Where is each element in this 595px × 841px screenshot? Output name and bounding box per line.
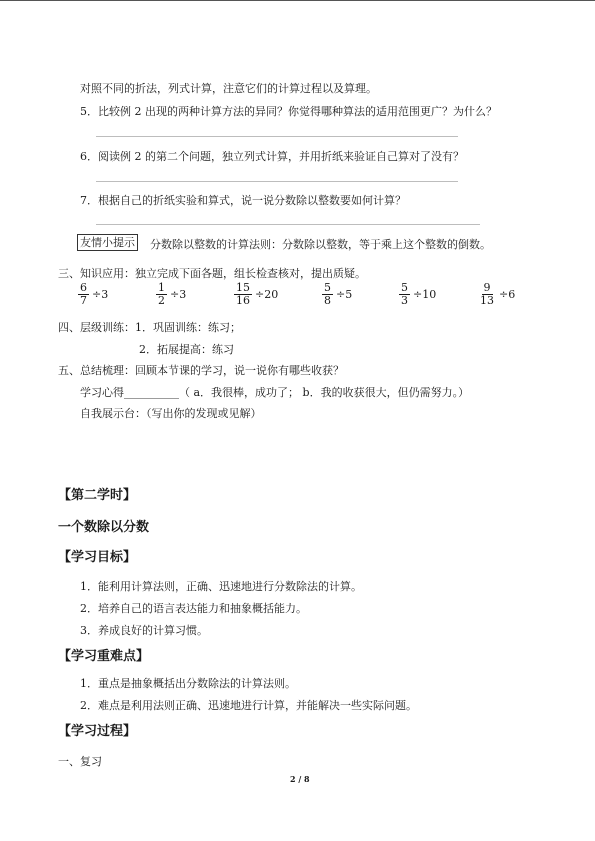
answer-line-5 — [96, 136, 458, 137]
fraction — [78, 282, 89, 307]
question-7: 7．根据自己的折纸实验和算式，说一说分数除以整数要如何计算？ — [80, 194, 406, 207]
exercise-item — [478, 282, 515, 307]
division-operator: ÷10 — [413, 288, 437, 301]
division-operator: ÷6 — [499, 288, 516, 301]
fraction-denominator: 8 — [324, 294, 331, 307]
fraction-numerator: 6 — [80, 281, 87, 294]
section-3-heading: 三、知识应用：独立完成下面各题，组长检查核对，提出质疑。 — [58, 267, 366, 280]
goal-item: 2．培养自己的语言表达能力和抽象概括能力。 — [80, 602, 307, 615]
key-point-item: 1．重点是抽象概括出分数除法的计算法则。 — [80, 677, 296, 690]
lesson-2-heading: 【第二学时】 — [58, 488, 137, 503]
question-5: 5．比较例 2 出现的两种计算方法的异同？你觉得哪种算法的适用范围更广？为什么？ — [80, 105, 497, 118]
self-showcase: 自我展示台：（写出你的发现或见解） — [80, 407, 262, 420]
goal-item: 3．养成良好的计算习惯。 — [80, 624, 208, 637]
fraction-numerator: 5 — [401, 281, 408, 294]
learning-reflection: 学习心得__________（ a．我很棒，成功了； b．我的收获很大，但仍需努力。） — [80, 386, 470, 399]
intro-line: 对照不同的折法，列式计算，注意它们的计算过程以及算理。 — [80, 82, 377, 95]
tip-text: 分数除以整数的计算法则：分数除以整数，等于乘上这个整数的倒数。 — [150, 238, 491, 251]
exercise-item — [234, 282, 278, 307]
exercise-item — [78, 282, 108, 307]
fraction — [322, 282, 333, 307]
page-number: 2 / 8 — [290, 774, 310, 784]
division-operator: ÷20 — [255, 288, 279, 301]
fraction-denominator: 7 — [80, 294, 87, 307]
division-operator: ÷5 — [336, 288, 353, 301]
fraction — [478, 282, 496, 307]
fraction — [234, 282, 252, 307]
division-operator: ÷3 — [170, 288, 187, 301]
key-point-item: 2．难点是利用法则正确、迅速地进行计算，并能解决一些实际问题。 — [80, 699, 417, 712]
fraction-numerator: 5 — [324, 281, 331, 294]
process-heading: 【学习过程】 — [58, 724, 137, 739]
question-6: 6．阅读例 2 的第二个问题，独立列式计算，并用折纸来验证自己算对了没有？ — [80, 150, 464, 163]
answer-line-7 — [96, 224, 480, 225]
page-top-border — [0, 0, 595, 1]
fraction — [156, 282, 167, 307]
exercise-item — [399, 282, 436, 307]
review-heading: 一、复习 — [58, 755, 102, 768]
fraction-denominator: 16 — [236, 294, 250, 307]
exercise-item — [322, 282, 352, 307]
goals-heading: 【学习目标】 — [58, 550, 137, 565]
fraction-numerator: 15 — [236, 281, 250, 294]
section-4-heading: 四、层级训练：1．巩固训练：练习； — [58, 321, 241, 334]
fraction-numerator: 9 — [483, 281, 491, 294]
key-points-heading: 【学习重难点】 — [58, 649, 150, 664]
fraction-numerator: 1 — [158, 281, 165, 294]
fraction — [399, 282, 410, 307]
goal-item: 1．能利用计算法则，正确、迅速地进行分数除法的计算。 — [80, 580, 362, 593]
section-5-heading: 五、总结梳理：回顾本节课的学习，说一说你有哪些收获？ — [58, 364, 344, 377]
fraction-denominator: 3 — [401, 294, 408, 307]
exercise-item — [156, 282, 186, 307]
topic-title: 一个数除以分数 — [58, 520, 150, 535]
division-operator: ÷3 — [92, 288, 109, 301]
answer-line-6 — [96, 181, 458, 182]
section-4-item-2: 2．拓展提高：练习 — [139, 343, 234, 356]
fraction-denominator: 13 — [480, 294, 494, 307]
tip-label-box: 友情小提示 — [77, 234, 138, 251]
fraction-denominator: 2 — [158, 294, 165, 307]
